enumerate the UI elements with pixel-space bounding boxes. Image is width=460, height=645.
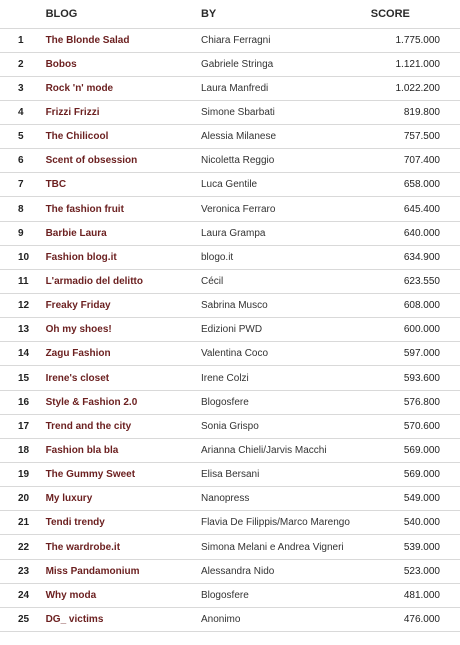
rank-cell: 8 [18,203,24,215]
rank-cell: 24 [18,589,30,601]
table-row [0,221,460,245]
rank-cell: 4 [18,106,24,118]
rank-cell: 2 [18,58,24,70]
author-cell: Laura Manfredi [200,82,269,94]
author-cell: Chiara Ferragni [200,34,271,46]
blog-name-cell: Scent of obsession [45,155,138,167]
table-row [0,149,460,173]
author-cell: Flavia De Filippis/Marco Marengo [200,517,350,529]
author-cell: Veronica Ferraro [200,203,276,215]
score-cell: 523.000 [403,565,440,577]
author-cell: blogo.it [200,251,234,263]
table-body [0,28,460,632]
blog-name-cell: L'armadio del delitto [45,275,143,287]
author-cell: Arianna Chieli/Jarvis Macchi [200,444,327,456]
score-cell: 576.800 [403,396,440,408]
author-cell: Nicoletta Reggio [200,155,275,167]
author-cell: Laura Grampa [200,227,266,239]
table-row [0,52,460,76]
rank-cell: 6 [18,155,24,167]
blog-column-header: BLOG [45,7,78,20]
score-cell: 757.500 [403,131,440,143]
table-row [0,125,460,149]
blog-name-cell: Trend and the city [45,420,132,432]
rank-column-header [0,0,46,28]
blog-name-cell: Rock 'n' mode [45,82,114,94]
blog-name-cell: My luxury [45,493,93,505]
blog-name-cell: The Chilicool [45,131,109,143]
score-cell: 540.000 [403,517,440,529]
blog-name-cell: The Blonde Salad [45,34,130,46]
blog-name-cell: DG_ victims [45,613,104,625]
rank-cell: 20 [18,493,30,505]
author-cell: Cécil [200,275,224,287]
author-cell: Simone Sbarbati [200,106,275,118]
score-cell: 658.000 [403,179,440,191]
blog-name-cell: The wardrobe.it [45,541,121,553]
rank-cell: 15 [18,372,30,384]
score-cell: 1.775.000 [395,34,440,46]
rank-cell: 3 [18,82,24,94]
author-cell: Alessandra Nido [200,565,275,577]
author-cell: Sonia Grispo [200,420,259,432]
rank-cell: 9 [18,227,24,239]
score-cell: 608.000 [403,300,440,312]
rank-cell: 19 [18,469,30,481]
table-row [0,463,460,487]
score-cell: 634.900 [403,251,440,263]
table-row [0,294,460,318]
blog-name-cell: Zagu Fashion [45,348,111,360]
table-row [0,438,460,462]
by-column-header: BY [200,7,217,20]
author-cell: Alessia Milanese [200,131,277,143]
score-cell: 597.000 [403,348,440,360]
author-cell: Sabrina Musco [200,300,268,312]
score-cell: 569.000 [403,469,440,481]
author-cell: Edizioni PWD [200,324,263,336]
blog-name-cell: Bobos [45,58,77,70]
blog-name-cell: Oh my shoes! [45,324,112,336]
author-cell: Blogosfere [200,589,249,601]
blog-name-cell: Frizzi Frizzi [45,106,100,118]
rank-cell: 18 [18,444,30,456]
author-cell: Luca Gentile [200,179,258,191]
score-cell: 539.000 [403,541,440,553]
blog-name-cell: Fashion blog.it [45,251,117,263]
table-row [0,390,460,414]
score-cell: 640.000 [403,227,440,239]
blog-name-cell: Barbie Laura [45,227,107,239]
table-row [0,414,460,438]
rank-cell: 21 [18,517,30,529]
score-cell: 593.600 [403,372,440,384]
rank-cell: 5 [18,131,24,143]
table-row [0,245,460,269]
rank-cell: 11 [18,275,29,287]
rank-cell: 14 [18,348,30,360]
table-row [0,100,460,124]
score-cell: 476.000 [403,613,440,625]
author-cell: Irene Colzi [200,372,249,384]
score-column-header: SCORE [370,7,410,20]
score-cell: 707.400 [403,155,440,167]
rank-cell: 10 [18,251,30,263]
table-row [0,269,460,293]
rank-cell: 7 [18,179,24,191]
table-row [0,342,460,366]
blog-name-cell: Style & Fashion 2.0 [45,396,138,408]
table-row [0,28,460,52]
blog-name-cell: Irene's closet [45,372,110,384]
rank-cell: 16 [18,396,30,408]
author-cell: Blogosfere [200,396,249,408]
rank-cell: 23 [18,565,30,577]
table-row [0,318,460,342]
score-cell: 1.022.200 [395,82,440,94]
score-cell: 481.000 [403,589,440,601]
author-cell: Anonimo [200,613,241,625]
score-cell: 569.000 [403,444,440,456]
rank-cell: 17 [18,420,30,432]
score-cell: 819.800 [403,106,440,118]
blog-name-cell: The fashion fruit [45,203,124,215]
blog-name-cell: Fashion bla bla [45,444,119,456]
score-cell: 623.550 [403,275,440,287]
blog-name-cell: Tendi trendy [45,517,105,529]
author-cell: Valentina Coco [200,348,269,360]
table-row [0,76,460,100]
table-row [0,535,460,559]
rank-cell: 25 [18,613,30,625]
score-cell: 600.000 [403,324,440,336]
blog-name-cell: Miss Pandamonium [45,565,140,577]
score-cell: 549.000 [403,493,440,505]
score-cell: 570.600 [403,420,440,432]
table-row [0,487,460,511]
table-row [0,173,460,197]
table-header-row [0,0,460,28]
rank-cell: 12 [18,300,30,312]
blog-name-cell: TBC [45,179,67,191]
rank-cell: 13 [18,324,30,336]
author-cell: Simona Melani e Andrea Vigneri [200,541,344,553]
blog-name-cell: Why moda [45,589,97,601]
author-cell: Elisa Bersani [200,469,260,481]
blog-name-cell: Freaky Friday [45,300,111,312]
score-cell: 645.400 [403,203,440,215]
table-row [0,366,460,390]
table-row [0,583,460,607]
rank-cell: 22 [18,541,30,553]
table-row [0,607,460,631]
author-cell: Nanopress [200,493,250,505]
author-cell: Gabriele Stringa [200,58,274,70]
blog-name-cell: The Gummy Sweet [45,469,136,481]
rank-cell: 1 [18,34,24,46]
table-row [0,559,460,583]
table-row [0,197,460,221]
score-cell: 1.121.000 [395,58,440,70]
table-row [0,511,460,535]
